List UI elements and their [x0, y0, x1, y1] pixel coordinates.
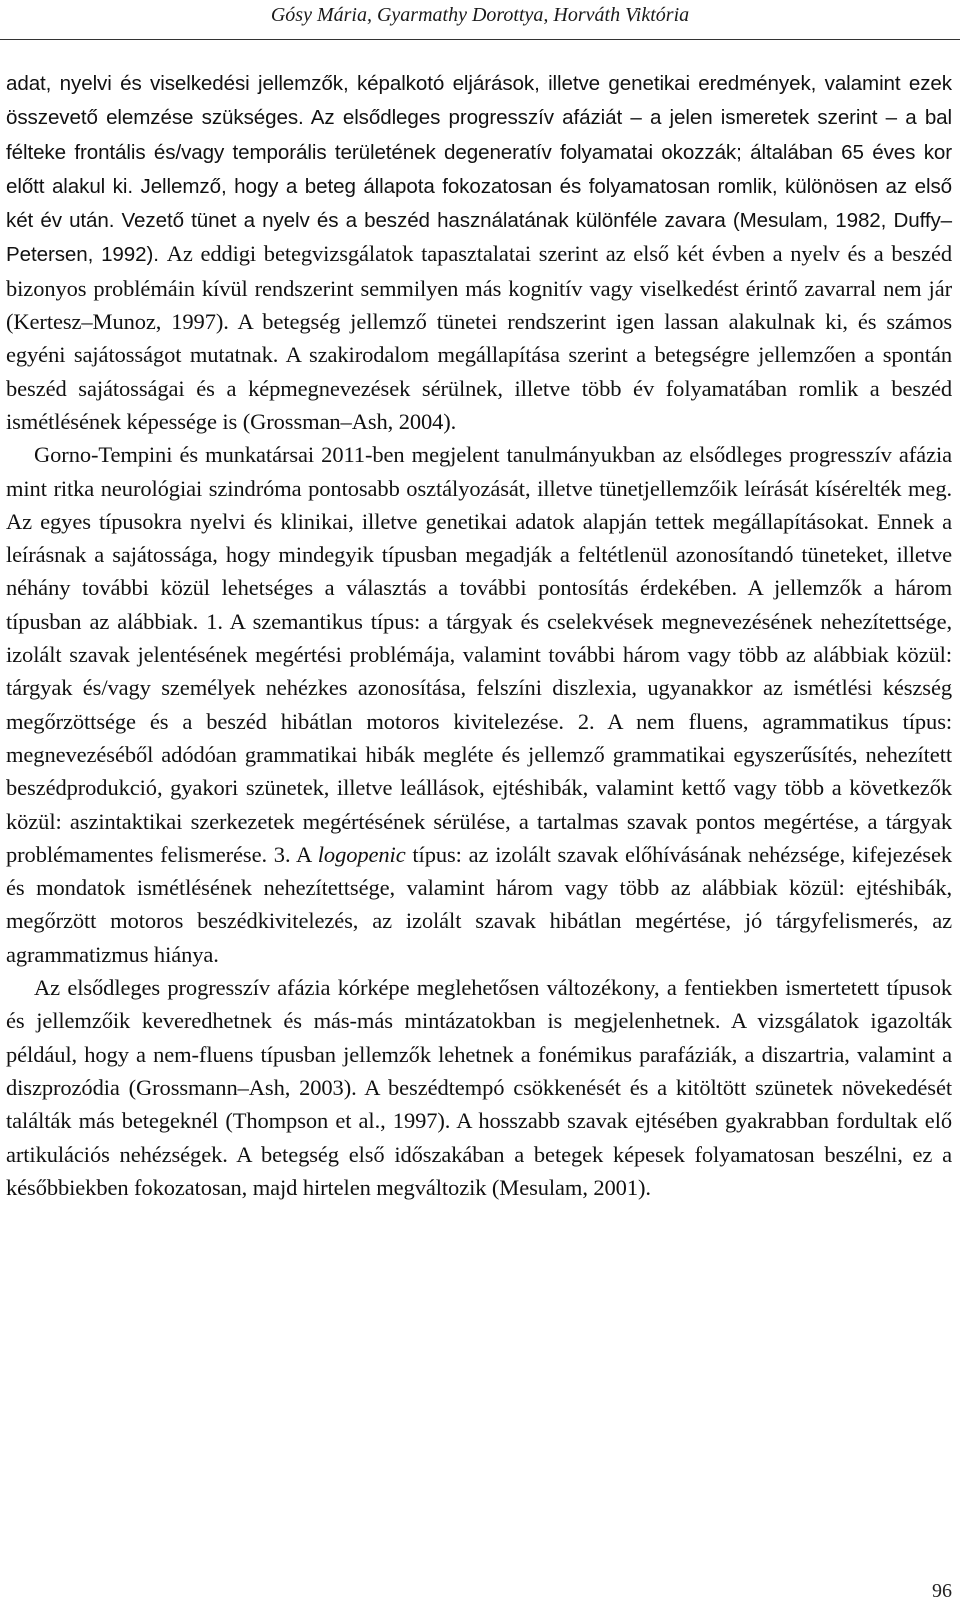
paragraph-text-run: Az eddigi betegvizsgálatok tapasztalatai szerint az első két évben a nyelv és a beszéd bizonyos problémáin kívül rendszerint semmilyen más kognitív vagy viselkedést érintő zavarral nem jár (Kertesz–Munoz, 1997). A betegség jellemző tünetei rendszerint igen lassan alakulnak ki, és számos egyéni sajátosságot mutatnak. A szakirodalom megállapítása szerint a betegségre jellemzően a spontán beszéd sajátosságai és a képmegnevezések sérülnek, illetve több év folyamatában romlik a beszéd ismétlésének képessége is (Grossman–Ash, 2004). [6, 241, 952, 434]
running-header [0, 0, 960, 40]
paragraph-text-run: típus: az izolált szavak előhívásának nehézsége, kifejezések és mondatok ismétlésének nehezítettsége, valamint három vagy több az alábbiak közül: ejtéshibák, megőrzött motoros beszédkivitelezés, az izolált szavak hibátlan megértése, jó tárgyfelismerés, az agrammatizmus hiánya. [6, 841, 952, 967]
paragraph-text-run: Gorno-Tempini és munkatársai 2011-ben megjelent tanulmányukban az elsődleges progresszív afázia mint ritka neurológiai szindróma pontosabb osztályozását, illetve tünetjellemzőik leírását kísérelték meg. Az egyes típusokra nyelvi és klinikai, illetve genetikai adatok alapján tettek megállapításokat. Ennek a leírásnak a sajátossága, hogy mindegyik típusban megadják a feltétlenül azonosítandó tüneteket, illetve néhány további közül lehetséges a választás a további pontosítás érdekében. A jellemzők a három típusban az alábbiak. 1. A szemantikus típus: a tárgyak és cselekvések megnevezésének nehezítettsége, izolált szavak jelentésének megértési problémája, valamint további három vagy több az alábbiak közül: tárgyak és/vagy személyek nehézkes azonosítása, felszíni diszlexia, ugyanakkor az ismétlési készség megőrzöttsége és a beszéd hibátlan motoros kivitelezése. 2. A nem fluens, agrammatikus típus: megnevezéséből adódóan grammatikai hibák megléte és jellemző grammatikai egyszerűsítés, nehezített beszédprodukció, gyakori szünetek, illetve leállások, ejtéshibák, valamint kettő vagy több a következők közül: aszintaktikai szerkezetek megértésének sérülése, a tartalmas szavak pontos megértése, a tárgyak problémamentes felismerése. 3. A [6, 442, 952, 867]
paragraph [6, 438, 952, 971]
paragraph [6, 971, 952, 1204]
page-number: 96 [932, 1580, 952, 1602]
paragraph [6, 66, 952, 438]
paragraph-italic-term: logopenic [317, 841, 406, 867]
body-text [6, 66, 952, 1204]
header-authors: Gósy Mária, Gyarmathy Dorottya, Horváth Viktória [270, 4, 690, 26]
paragraph-text-run: Az elsődleges progresszív afázia kórképe meglehetősen változékony, a fentiekben ismertetett típusok és jellemzőik keveredhetnek és más-más mintázatokban is megjelenhetnek. A vizsgálatok igazolták például, hogy a nem-fluens típusban jellemzők lehetnek a fonémikus parafáziák, a diszartria, valamint a diszprozódia (Grossmann–Ash, 2003). A beszédtempó csökkenését és a kitöltött szünetek növekedését találták más betegeknél (Thompson et al., 1997). A hosszabb szavak ejtésében gyakrabban fordultak elő artikulációs nehézségek. A betegség első időszakában a betegek képesek folyamatosan beszélni, ez a későbbiekben fokozatosan, majd hirtelen megváltozik (Mesulam, 2001). [6, 975, 952, 1200]
paragraph-text-run: adat, nyelvi és viselkedési jellemzők, képalkotó eljárások, illetve genetikai eredmények, valamint ezek összevető elemzése szükséges. Az elsődleges progresszív afáziát – a jelen ismeretek szerint – a bal félteke frontális és/vagy temporális területének degeneratív folyamatai okozzák; általában 65 éves kor előtt alakul ki. Jellemző, hogy a beteg állapota fokozatosan és folyamatosan romlik, különösen az első két év után. Vezető tünet a nyelv és a beszéd használatának különféle zavara (Mesulam, 1982, Duffy–Petersen, 1992). [6, 72, 952, 267]
